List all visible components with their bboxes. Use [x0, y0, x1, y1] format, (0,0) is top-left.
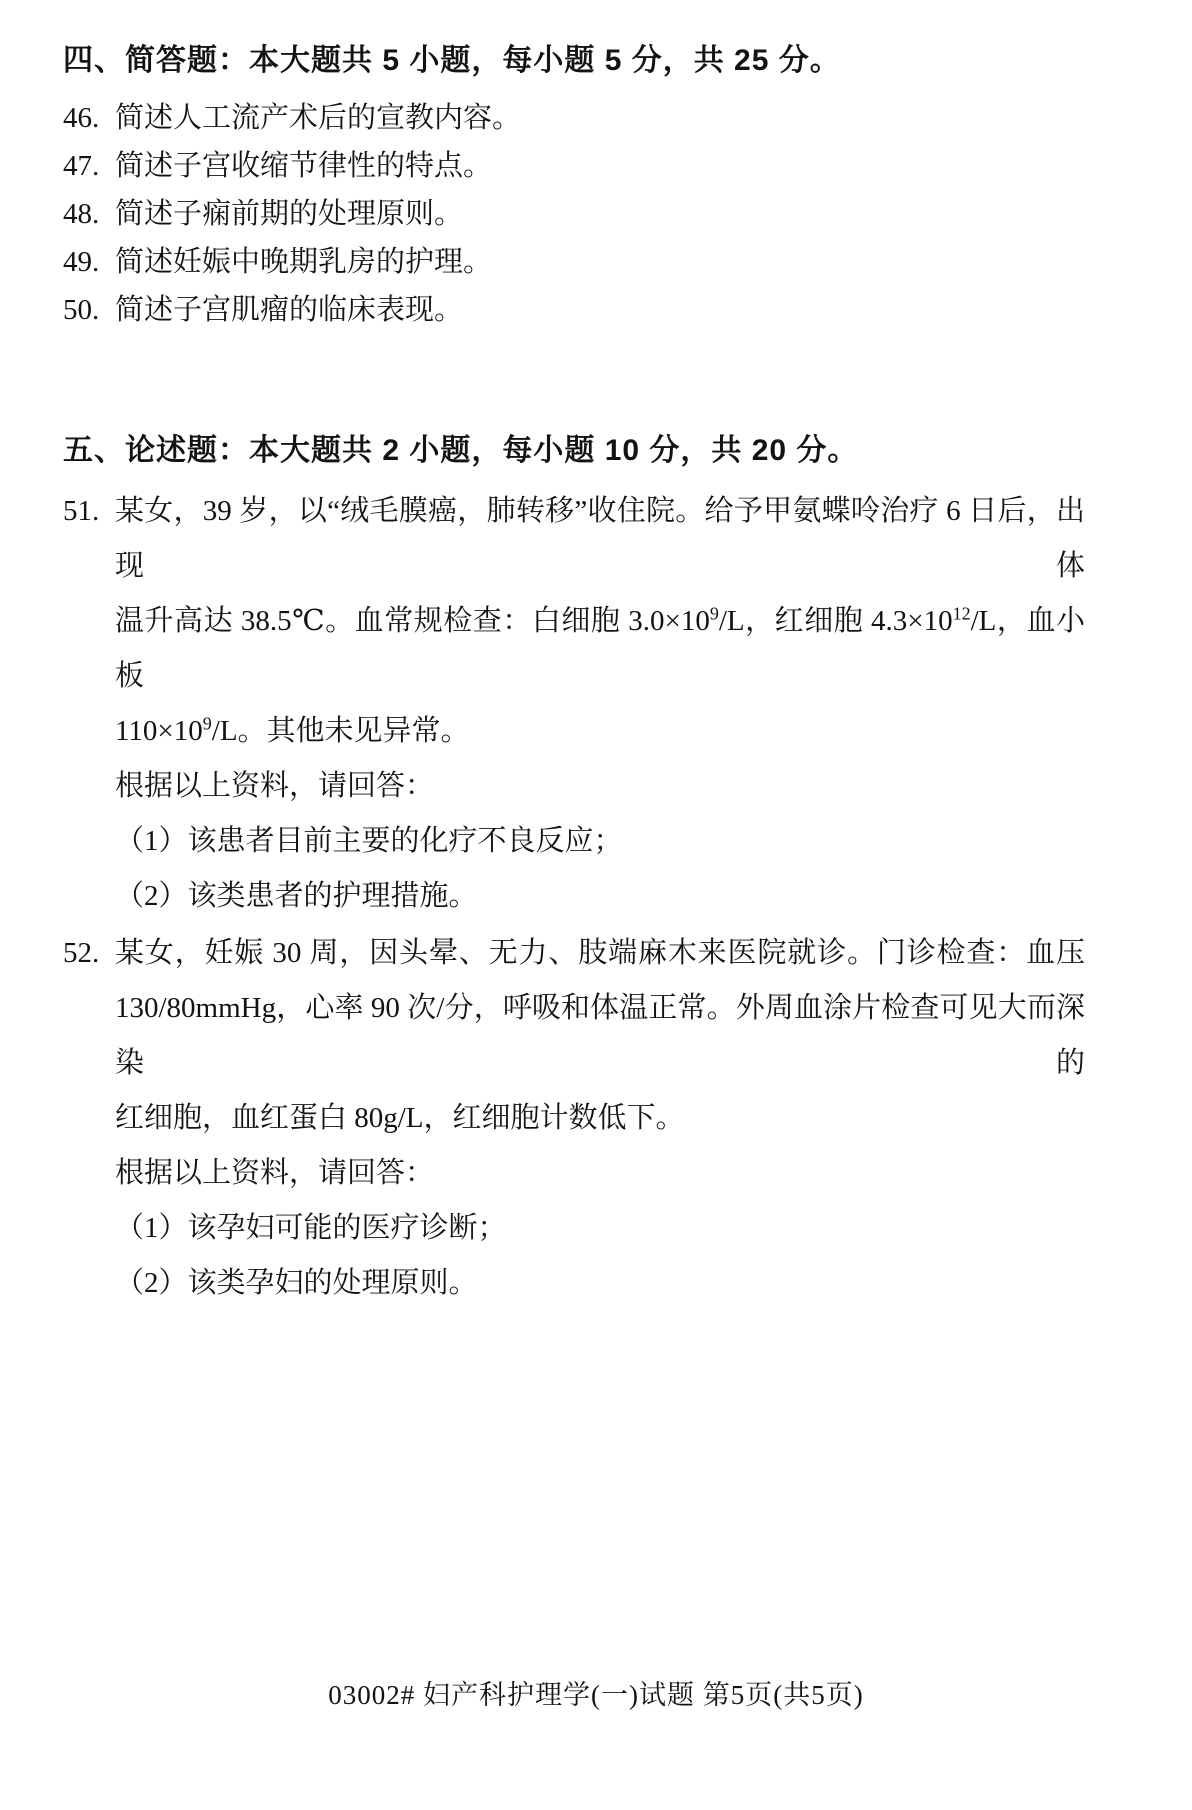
question-51-line2 [115, 594, 1085, 704]
question-52 [63, 926, 1085, 1311]
question-46-number: 46. [63, 102, 100, 134]
question-46-text: 简述人工流产术后的宣教内容。 [115, 102, 522, 134]
question-49-text: 简述妊娠中晚期乳房的护理。 [115, 246, 493, 278]
section-gap [63, 334, 1085, 430]
q51-line2-seg2: /L，血小板 [115, 605, 1085, 692]
question-50-number: 50. [63, 294, 100, 326]
question-49 [63, 238, 1085, 286]
question-52-line3: 红细胞，血红蛋白 80g/L，红细胞计数低下。 [115, 1102, 685, 1134]
question-47-text: 简述子宫收缩节律性的特点。 [115, 150, 493, 182]
question-50 [63, 286, 1085, 334]
q51-line2-seg0: 温升高达 38.5℃。血常规检查：白细胞 3.0×10 [115, 605, 710, 637]
question-49-number: 49. [63, 246, 100, 278]
page-footer: 03002# 妇产科护理学(一)试题 第5页(共5页) [328, 1680, 864, 1710]
question-47-number: 47. [63, 150, 100, 182]
question-51-prompt: 根据以上资料，请回答： [115, 770, 435, 802]
question-52-subitem-2: （2）该类孕妇的处理原则。 [115, 1267, 478, 1299]
question-51-number: 51. [63, 495, 100, 527]
question-51-subitem-2: （2）该类患者的护理措施。 [115, 880, 478, 912]
section4-header: 四、简答题：本大题共 5 小题，每小题 5 分，共 25 分。 [63, 44, 841, 77]
question-51 [63, 484, 1085, 924]
question-52-subitem-1: （1）该孕妇可能的医疗诊断； [115, 1212, 507, 1244]
question-50-text: 简述子宫肌瘤的临床表现。 [115, 294, 464, 326]
question-48 [63, 190, 1085, 238]
question-51-subitem-1: （1）该患者目前主要的化疗不良反应； [115, 825, 623, 857]
section5-header: 五、论述题：本大题共 2 小题，每小题 10 分，共 20 分。 [63, 434, 859, 467]
question-52-line1: 某女，妊娠 30 周，因头晕、无力、肢端麻木来医院就诊。门诊检查：血压 [115, 937, 1085, 969]
q51-exponent-12: 12 [952, 603, 971, 624]
q51-line3-seg0: 110×10 [115, 715, 203, 747]
question-52-line2: 130/80mmHg，心率 90 次/分，呼吸和体温正常。外周血涂片检查可见大而深染的 [115, 992, 1085, 1079]
q51-line3-seg1: /L。其他未见异常。 [211, 715, 470, 747]
question-47 [63, 142, 1085, 190]
q51-exponent-9b: 9 [202, 713, 212, 734]
question-52-number: 52. [63, 937, 100, 969]
question-51-line1: 某女，39 岁，以“绒毛膜癌，肺转移”收住院。给予甲氨蝶呤治疗 6 日后，出现体 [115, 495, 1085, 582]
question-52-prompt: 根据以上资料，请回答： [115, 1157, 435, 1189]
question-46 [63, 94, 1085, 142]
question-51-line3 [115, 704, 1085, 759]
question-48-text: 简述子痫前期的处理原则。 [115, 198, 464, 230]
q51-exponent-9a: 9 [709, 603, 719, 624]
question-48-number: 48. [63, 198, 100, 230]
q51-line2-seg1: /L，红细胞 4.3×10 [718, 605, 953, 637]
